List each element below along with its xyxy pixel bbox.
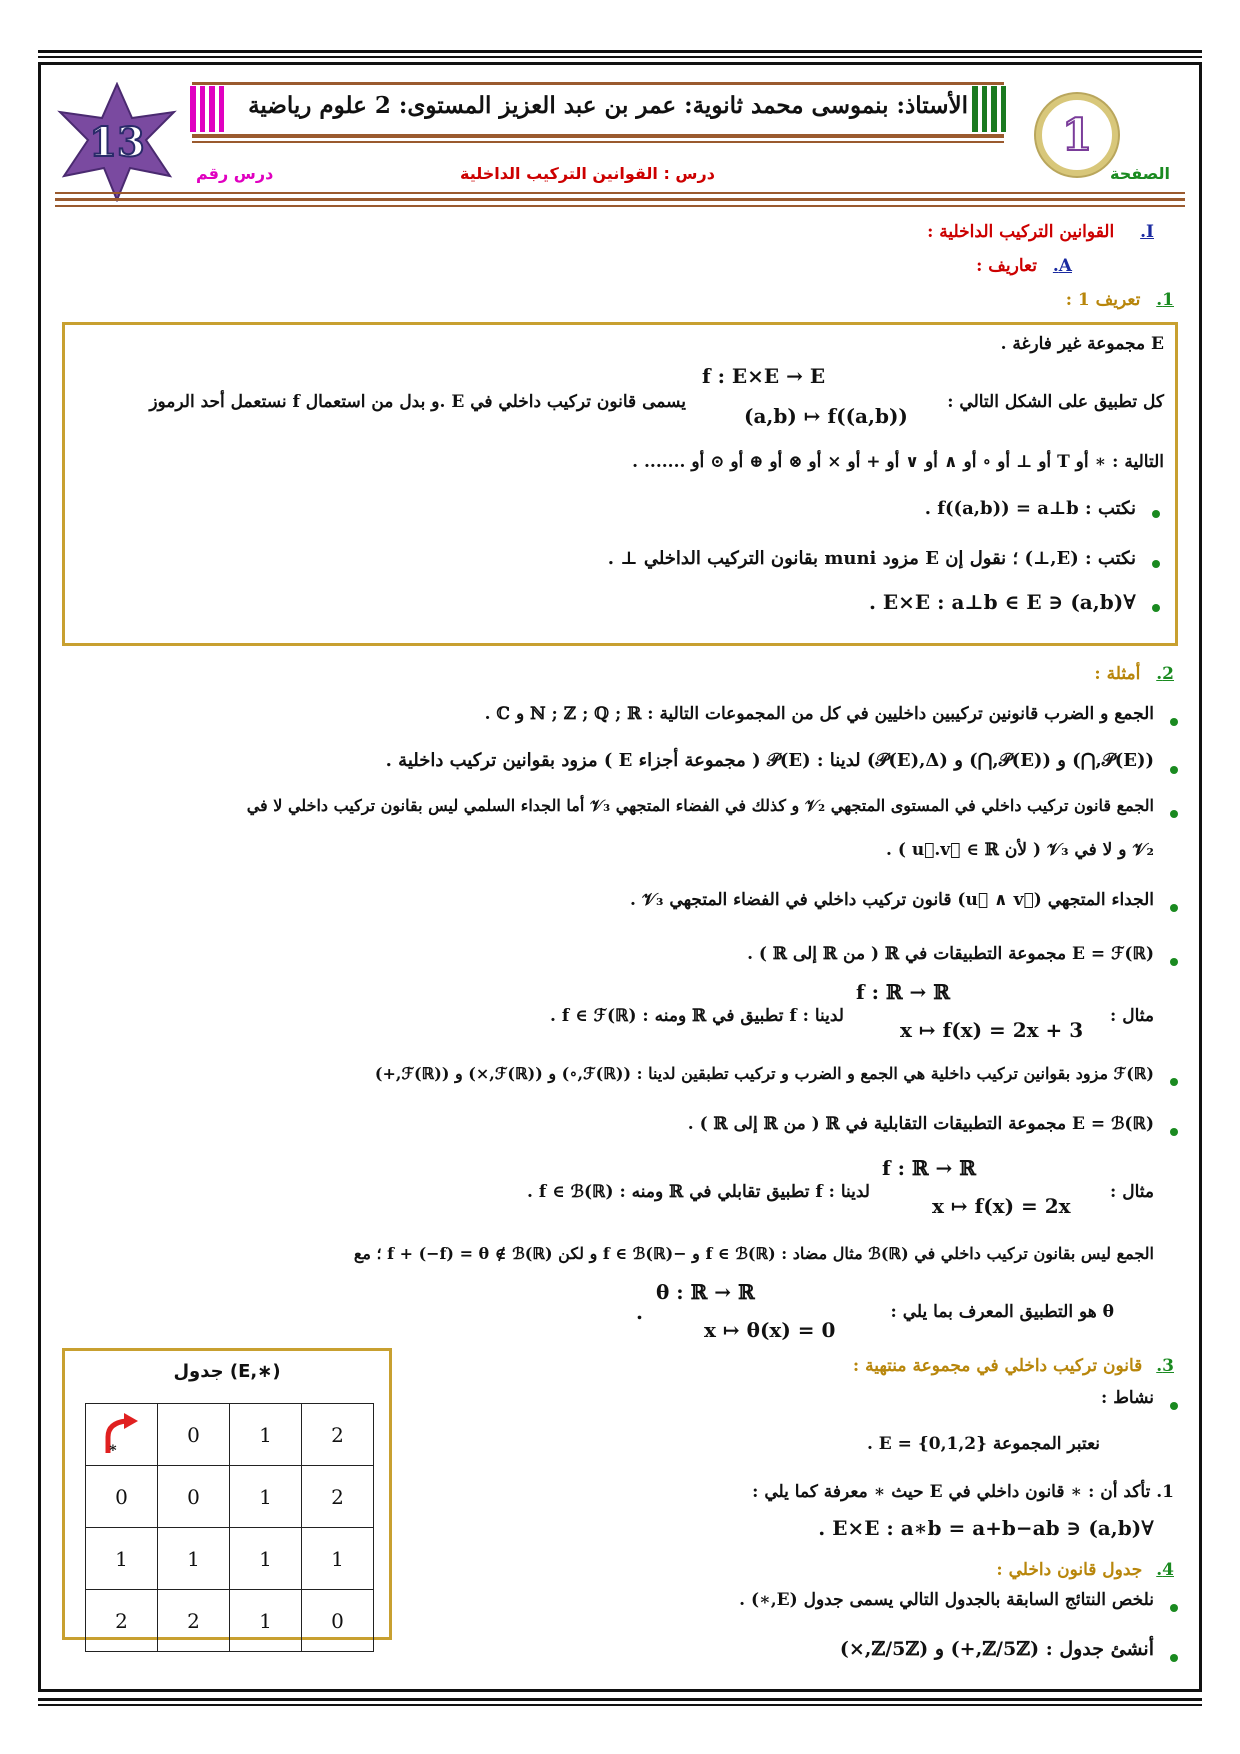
top-rule-2 (38, 56, 1202, 58)
header-divider-2 (55, 198, 1185, 201)
def-line-2-right (947, 392, 1164, 412)
example-7: E = ℬ(ℝ) مجموعة التطبيقات التقابلية في ℝ ( من ℝ إلى ℝ ) . (687, 1114, 1154, 1134)
example-map2-bottom: x ↦ f(x) = 2x (932, 1194, 1071, 1218)
example-4: الجداء المتجهي (u⃗ ∧ v⃗) قانون تركيب داخلي في الفضاء المتجهي 𝒱₃ . (630, 890, 1154, 910)
example-map2-label: مثال : (1110, 1182, 1154, 1202)
cayley-cell: 0 (158, 1466, 230, 1528)
cayley-header-cell: 0 (158, 1404, 230, 1466)
example-bullet-6 (1170, 1078, 1178, 1086)
cayley-cell: 0 (86, 1466, 158, 1528)
example-bullet-1 (1170, 718, 1178, 726)
table-section-b2: أنشئ جدول : (ℤ/5ℤ,+) و (ℤ/5ℤ,×) (839, 1638, 1154, 1660)
bottom-rule-1 (38, 1698, 1202, 1701)
table-section-title: جدول قانون داخلي : (996, 1560, 1143, 1580)
star-number: 13 (89, 119, 145, 166)
cayley-header-cell: 2 (302, 1404, 374, 1466)
cayley-cell: 2 (158, 1590, 230, 1652)
example-bullet-2 (1170, 766, 1178, 774)
cayley-corner-symbol: ∗ (108, 1440, 118, 1456)
cayley-cell: 1 (302, 1528, 374, 1590)
example-3a: الجمع قانون تركيب داخلي في المستوى المتجهي 𝒱₂ و كذلك في الفضاء المتجهي 𝒱₃ أما الجداء السلمي ليس بقانون تركيب داخلي لا في (246, 796, 1154, 815)
def-line-3: التالية : ∗ أو T أو ⊥ أو ∘ أو ∧ أو ∨ أو + أو × أو ⊗ أو ⊕ أو ⊙ أو ....... . (632, 452, 1164, 472)
def-bullet-3 (1152, 604, 1160, 612)
section-A-title: تعاريف : (976, 256, 1037, 276)
top-rule-1 (38, 50, 1202, 53)
activity-label: نشاط : (1101, 1388, 1154, 1408)
page-label: الصفحة (1110, 164, 1171, 183)
def-map-bottom: (a,b) ↦ f((a,b)) (744, 404, 908, 428)
example-map1-bottom: x ↦ f(x) = 2x + 3 (900, 1018, 1084, 1042)
bottom-rule-2 (38, 1704, 1202, 1706)
table-bullet-1 (1170, 1604, 1178, 1612)
cayley-cell: 2 (86, 1590, 158, 1652)
examples-num: 2. (1156, 664, 1174, 684)
example-8: الجمع ليس بقانون تركيب داخلي في ℬ(ℝ) مثال مضاد : f ∈ ℬ(ℝ) و −f ∈ ℬ(ℝ) و لكن f + (−f) = θ ∉ ℬ(ℝ) ؛ مع (353, 1244, 1154, 1263)
cayley-cell: 1 (230, 1528, 302, 1590)
finite-title: قانون تركيب داخلي في مجموعة منتهية : (852, 1356, 1143, 1376)
table-section-num: 4. (1156, 1560, 1174, 1580)
def-map-top: f : E×E → E (702, 364, 826, 388)
cayley-table-box (62, 1348, 392, 1640)
lesson-title: درس : القوانين التركيب الداخلية (460, 164, 715, 183)
header-bars-right (972, 86, 1006, 132)
section-A-heading (976, 256, 1072, 276)
section-1-num: I. (1140, 222, 1154, 242)
examples-title: أمثلة : (1094, 664, 1141, 684)
cayley-cell: 0 (302, 1590, 374, 1652)
example-6: ℱ(ℝ) مزود بقوانين تركيب داخلية هي الجمع و الضرب و تركيب تطبقين لدينا : (ℱ(ℝ),∘) و (ℱ(ℝ),×) و (ℱ(ℝ),+) (374, 1064, 1154, 1083)
example-bullet-4 (1170, 904, 1178, 912)
table-section-heading (996, 1560, 1174, 1580)
cayley-cell: 2 (302, 1466, 374, 1528)
activity-q1-formula: ∀(a,b) ∈ E×E : a∗b = a+b−ab . (818, 1516, 1154, 1540)
def-bullet-1-text: نكتب : f((a,b)) = a⊥b . (924, 498, 1136, 519)
header-line-top (192, 82, 1004, 85)
definition-1-title: تعريف 1 : (1065, 290, 1141, 310)
corner-arrow-icon (92, 1407, 152, 1463)
cayley-table (85, 1403, 374, 1652)
header-divider-1 (55, 192, 1185, 194)
example-2: (𝒫(E),⋂) و (𝒫(E),⋂) و (𝒫(E),Δ) لدينا : 𝒫(E) ( مجموعة أجزاء E ) مزود بقوانين تركيب داخلية . (385, 750, 1154, 771)
table-bullet-2 (1170, 1654, 1178, 1662)
def-bullet-2-text: نكتب : (E,⊥) ؛ نقول إن E مزود muni بقانون التركيب الداخلي ⊥ . (607, 548, 1136, 569)
cayley-caption: جدول (E,∗) (173, 1361, 281, 1382)
def-bullet-3-text: ∀(a,b) ∈ E×E : a⊥b ∈ E . (868, 590, 1136, 614)
section-1-heading (927, 222, 1154, 242)
section-1-title: القوانين التركيب الداخلية : (927, 222, 1115, 242)
cayley-row (86, 1528, 374, 1590)
cayley-cell: 1 (230, 1590, 302, 1652)
cayley-header-cell: 1 (230, 1404, 302, 1466)
example-9-map-top: θ : ℝ → ℝ (656, 1280, 755, 1304)
examples-heading (1094, 664, 1174, 684)
table-section-b1: نلخص النتائج السابقة بالجدول التالي يسمى جدول (E,∗) . (739, 1590, 1154, 1610)
definition-1-num: 1. (1156, 290, 1174, 310)
example-9-text: θ هو التطبيق المعرف بما يلي : (890, 1302, 1114, 1322)
star-badge (52, 82, 182, 202)
header-line-mid-1 (192, 134, 1004, 138)
example-3b: 𝒱₂ و لا في 𝒱₃ ( لأن u⃗.v⃗ ∈ ℝ ) . (886, 840, 1154, 860)
example-map2-text: لدينا : f تطبيق تقابلي في ℝ ومنه : f ∈ ℬ(ℝ) . (527, 1182, 870, 1202)
activity-set: نعتبر المجموعة E = {0,1,2} . (866, 1434, 1100, 1454)
def-bullet-1 (1152, 510, 1160, 518)
example-map2-top: f : ℝ → ℝ (882, 1156, 976, 1180)
example-9-map-bottom: x ↦ θ(x) = 0 (704, 1318, 836, 1342)
page-number-circle (1036, 94, 1118, 176)
example-map1-text: لدينا : f تطبيق في ℝ ومنه : f ∈ ℱ(ℝ) . (550, 1006, 844, 1026)
def-line-2-left: يسمى قانون تركيب داخلي في E .و بدل من استعمال f نستعمل أحد الرموز (149, 392, 686, 412)
example-map1-label: مثال : (1110, 1006, 1154, 1026)
lesson-number-label: درس رقم (196, 164, 274, 183)
def-bullet-2 (1152, 560, 1160, 568)
cayley-row (86, 1590, 374, 1652)
activity-q1: 1. تأكد أن : ∗ قانون داخلي في E حيث ∗ معرفة كما يلي : (752, 1482, 1174, 1502)
example-5: E = ℱ(ℝ) مجموعة التطبيقات في ℝ ( من ℝ إلى ℝ ) . (747, 944, 1154, 964)
def-line-1: E مجموعة غير فارغة . (1000, 334, 1164, 354)
header-line-mid-2 (192, 141, 1004, 143)
def-line-2-text: كل تطبيق على الشكل التالي : (947, 392, 1164, 412)
cayley-header-row (86, 1404, 374, 1466)
cayley-cell: 1 (158, 1528, 230, 1590)
example-9-end: . (636, 1300, 643, 1324)
cayley-corner (86, 1404, 158, 1466)
definition-1-heading (1066, 290, 1174, 310)
finite-heading (853, 1356, 1174, 1376)
page-number: 1 (1061, 109, 1093, 161)
example-bullet-7 (1170, 1128, 1178, 1136)
cayley-cell: 1 (230, 1466, 302, 1528)
finite-num: 3. (1156, 1356, 1174, 1376)
example-map1-top: f : ℝ → ℝ (856, 980, 950, 1004)
example-bullet-3 (1170, 810, 1178, 818)
header-divider-3 (55, 205, 1185, 207)
header-bars-left (190, 86, 224, 132)
cayley-cell: 1 (86, 1528, 158, 1590)
example-bullet-5 (1170, 958, 1178, 966)
activity-bullet (1170, 1402, 1178, 1410)
cayley-row (86, 1466, 374, 1528)
section-A-num: A. (1052, 256, 1072, 276)
example-1: الجمع و الضرب قانونين تركيبين داخليين في كل من المجموعات التالية : ℕ ; ℤ ; ℚ ; ℝ و ℂ . (484, 704, 1154, 724)
header-title: الأستاذ: بنموسى محمد ثانوية: عمر بن عبد العزيز المستوى: 2 علوم رياضية (248, 92, 968, 119)
